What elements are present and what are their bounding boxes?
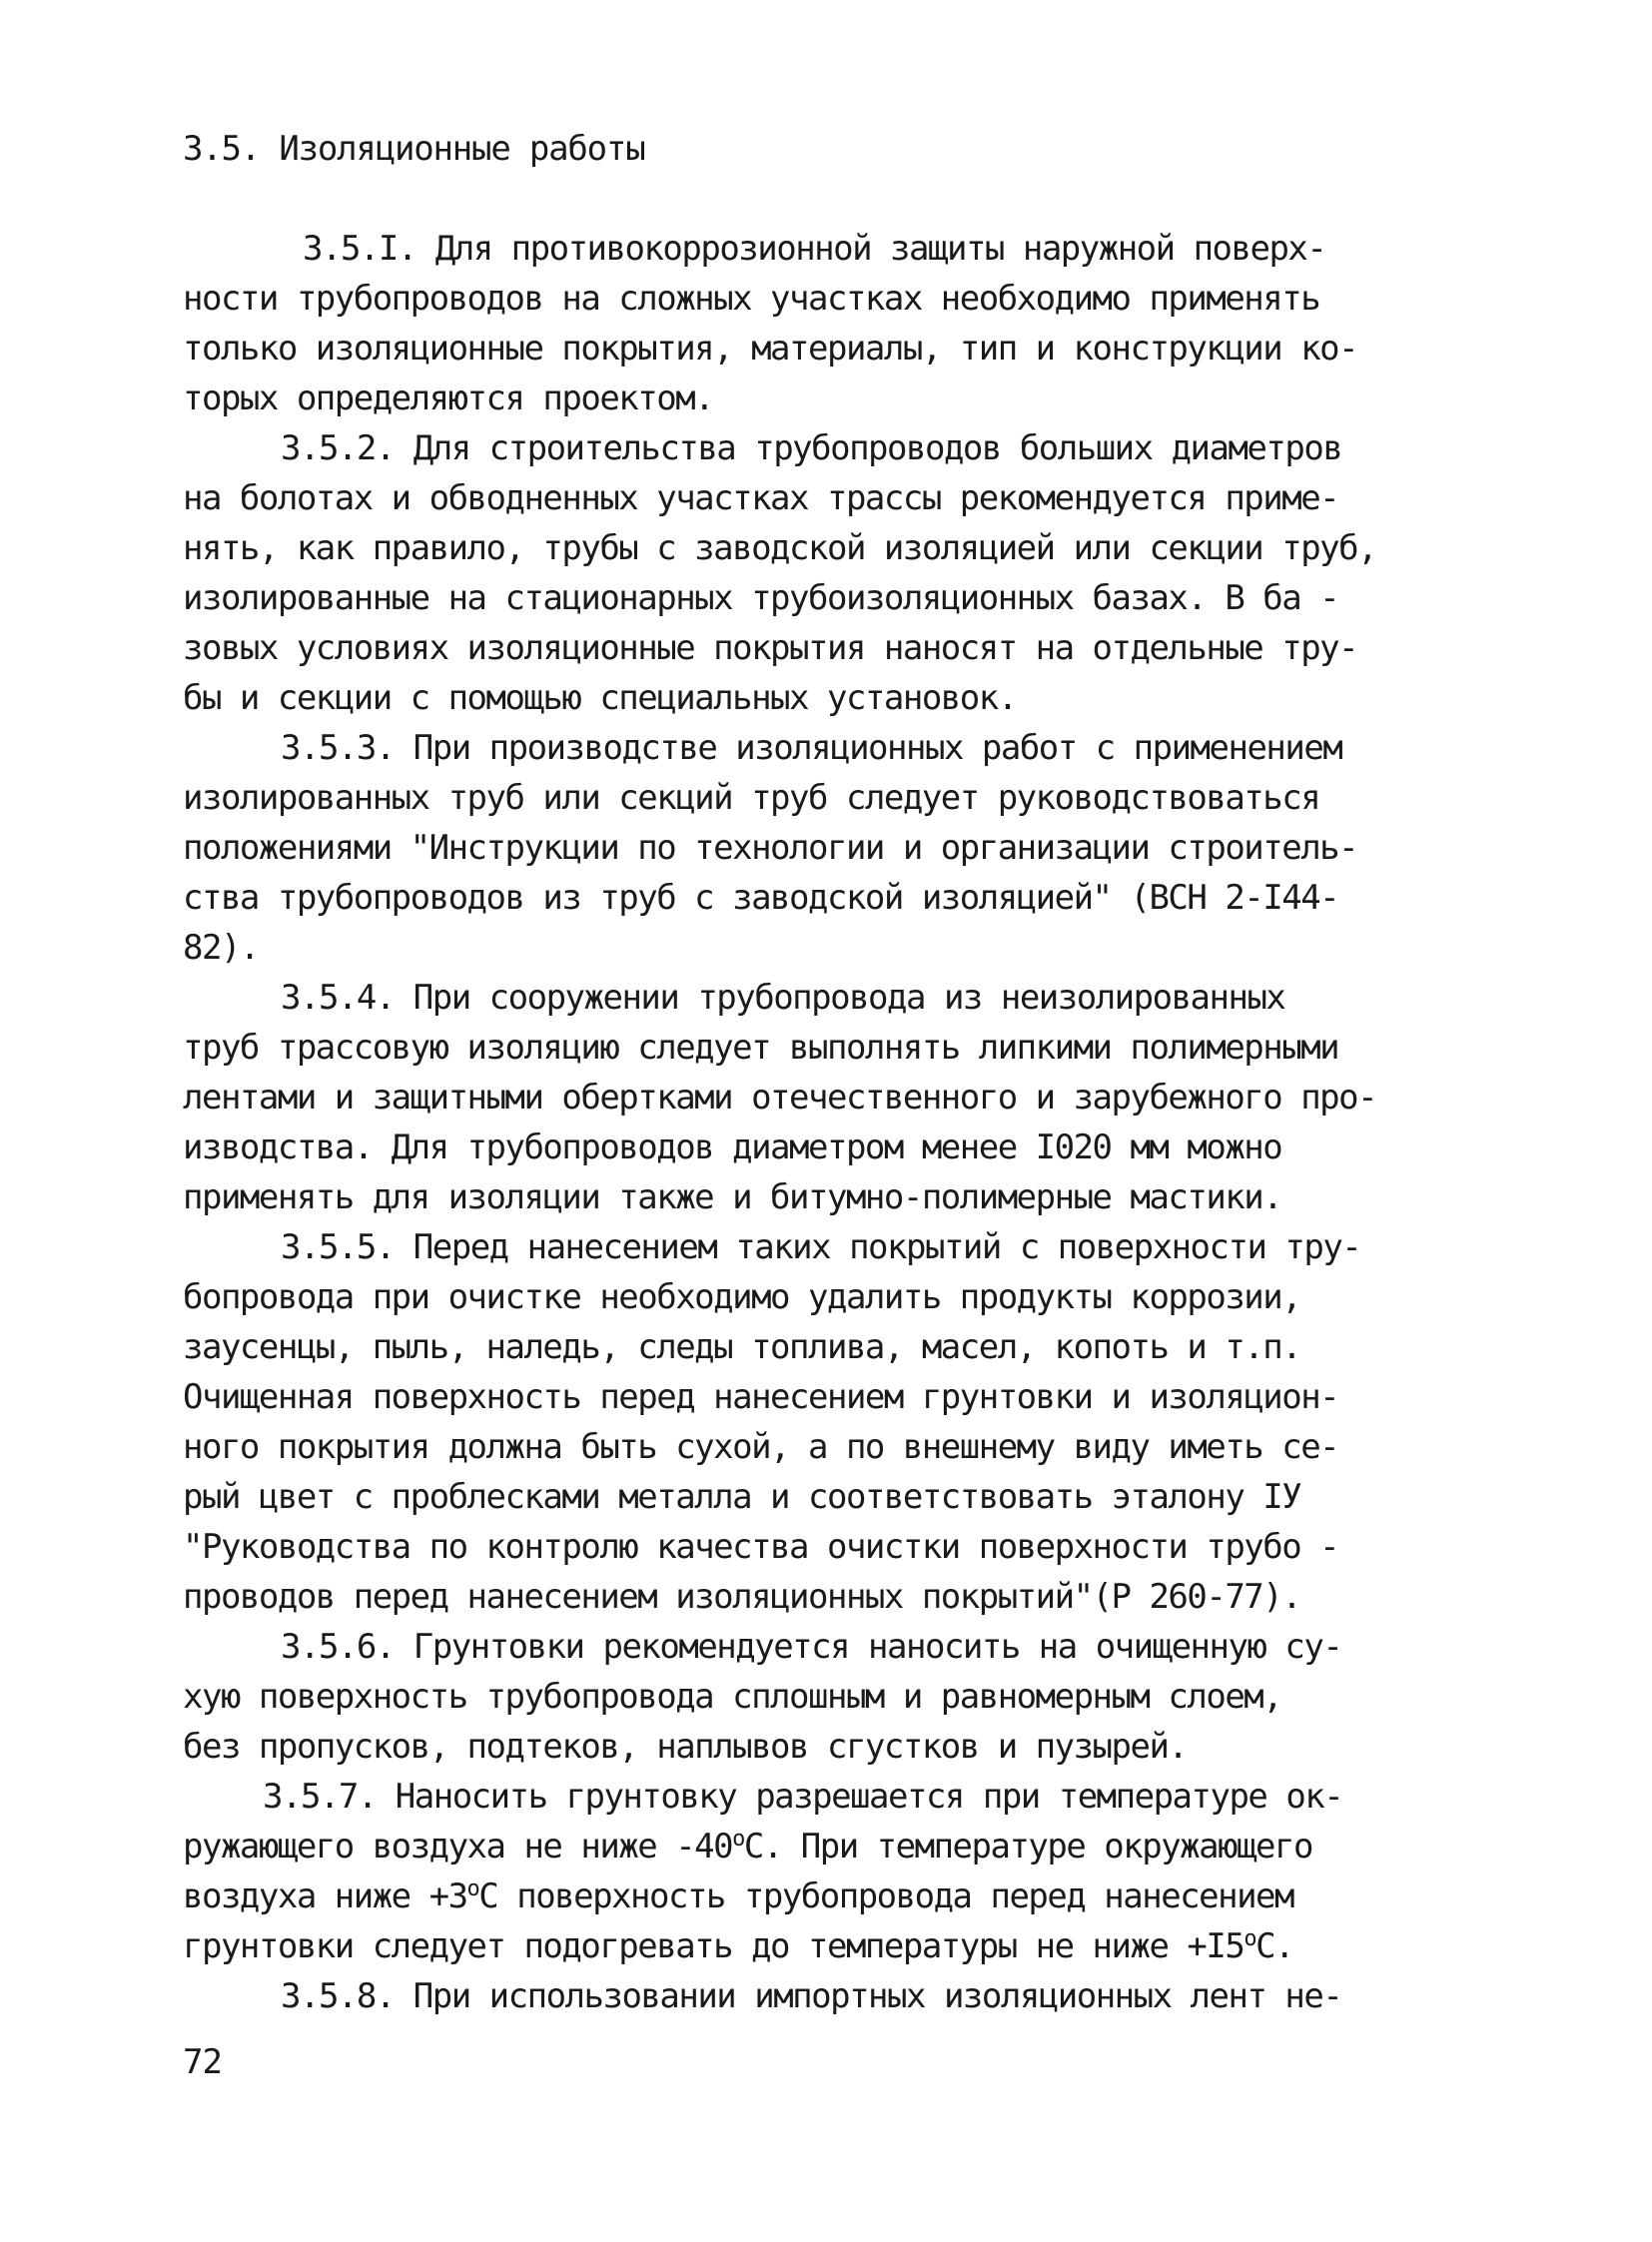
text-segment: С.: [1255, 1926, 1294, 1966]
text-line: рый цвет с проблесками металла и соответствовать эталону IУ: [183, 1477, 1301, 1517]
section-heading: 3.5. Изоляционные работы: [183, 129, 645, 169]
text-segment: ружающего воздуха не ниже -40: [183, 1827, 733, 1867]
text-segment: С поверхность трубопровода перед нанесением: [478, 1876, 1293, 1916]
degree-superscript: о: [732, 1827, 744, 1852]
text-line: зовых условиях изоляционные покрытия наносят на отдельные тру-: [183, 628, 1358, 668]
paragraph-3-5-6-line: 3.5.6. Грунтовки рекомендуется наносить на очищенную су-: [281, 1627, 1342, 1667]
text-line: лентами и защитными обертками отечественного и зарубежного про-: [183, 1078, 1377, 1118]
text-line: заусенцы, пыль, наледь, следы топлива, масел, копоть и т.п.: [183, 1327, 1301, 1367]
text-line: ного покрытия должна быть сухой, а по внешнему виду иметь се-: [183, 1427, 1339, 1467]
text-line: проводов перед нанесением изоляционных покрытий"(Р 260-77).: [183, 1577, 1301, 1617]
degree-superscript: о: [466, 1876, 479, 1901]
text-line: Очищенная поверхность перед нанесением грунтовки и изоляцион-: [183, 1377, 1339, 1417]
text-line: хую поверхность трубопровода сплошным и равномерным слоем,: [183, 1677, 1282, 1717]
paragraph-3-5-8-line: 3.5.8. При использовании импортных изоляционных лент не-: [281, 1976, 1342, 2016]
text-line: 82).: [183, 928, 259, 968]
text-line: торых определяются проектом.: [183, 378, 714, 418]
degree-superscript: о: [1243, 1926, 1256, 1951]
text-line: "Руководства по контролю качества очистки поверхности трубо -: [183, 1527, 1339, 1567]
text-segment: С. При температуре окружающего: [743, 1827, 1312, 1867]
paragraph-3-5-7-line: 3.5.7. Наносить грунтовку разрешается при температуре ок-: [263, 1777, 1343, 1817]
text-line: применять для изоляции также и битумно-полимерные мастики.: [183, 1177, 1282, 1217]
text-line: ства трубопроводов из труб с заводской изоляцией" (ВСН 2-I44-: [183, 878, 1339, 918]
text-line-with-temperature: [183, 1822, 1471, 1871]
text-line: бы и секции с помощью специальных установок.: [183, 678, 1017, 718]
text-line: труб трассовую изоляцию следует выполнять липкими полимерными: [183, 1028, 1339, 1068]
text-line-with-temperature: [183, 1921, 1471, 1971]
text-line: ности трубопроводов на сложных участках необходимо применять: [183, 279, 1320, 319]
text-line: без пропусков, подтеков, наплывов сгустков и пузырей.: [183, 1727, 1188, 1767]
text-line: изолированных труб или секций труб следует руководствоваться: [183, 778, 1320, 818]
text-line: только изоляционные покрытия, материалы, тип и конструкции ко-: [183, 329, 1358, 369]
text-line: нять, как правило, трубы с заводской изоляцией или секции труб,: [183, 528, 1377, 568]
text-line: на болотах и обводненных участках трассы рекомендуется приме-: [183, 478, 1339, 518]
paragraph-3-5-2-line: 3.5.2. Для строительства трубопроводов больших диаметров: [281, 428, 1342, 468]
paragraph-3-5-5-line: 3.5.5. Перед нанесением таких покрытий с поверхности тру-: [281, 1227, 1361, 1267]
text-line: бопровода при очистке необходимо удалить продукты коррозии,: [183, 1277, 1301, 1317]
paragraph-3-5-3-line: 3.5.3. При производстве изоляционных работ с применением: [281, 728, 1342, 768]
text-line: положениями "Инструкции по технологии и организации строитель-: [183, 828, 1358, 868]
document-body: [183, 224, 1471, 2021]
paragraph-3-5-4-line: 3.5.4. При сооружении трубопровода из неизолированных: [281, 978, 1285, 1018]
text-line: изолированные на стационарных трубоизоляционных базах. В ба -: [183, 578, 1339, 618]
page-number: 72: [183, 2042, 222, 2082]
text-line-with-temperature: [183, 1871, 1471, 1921]
text-line: изводства. Для трубопроводов диаметром менее I020 мм можно: [183, 1127, 1282, 1167]
text-segment: воздуха ниже +3: [183, 1876, 467, 1916]
paragraph-3-5-1-line: 3.5.I. Для противокоррозионной защиты наружной поверх-: [303, 229, 1326, 269]
text-segment: грунтовки следует подогревать до температуры не ниже +I5: [183, 1926, 1244, 1966]
